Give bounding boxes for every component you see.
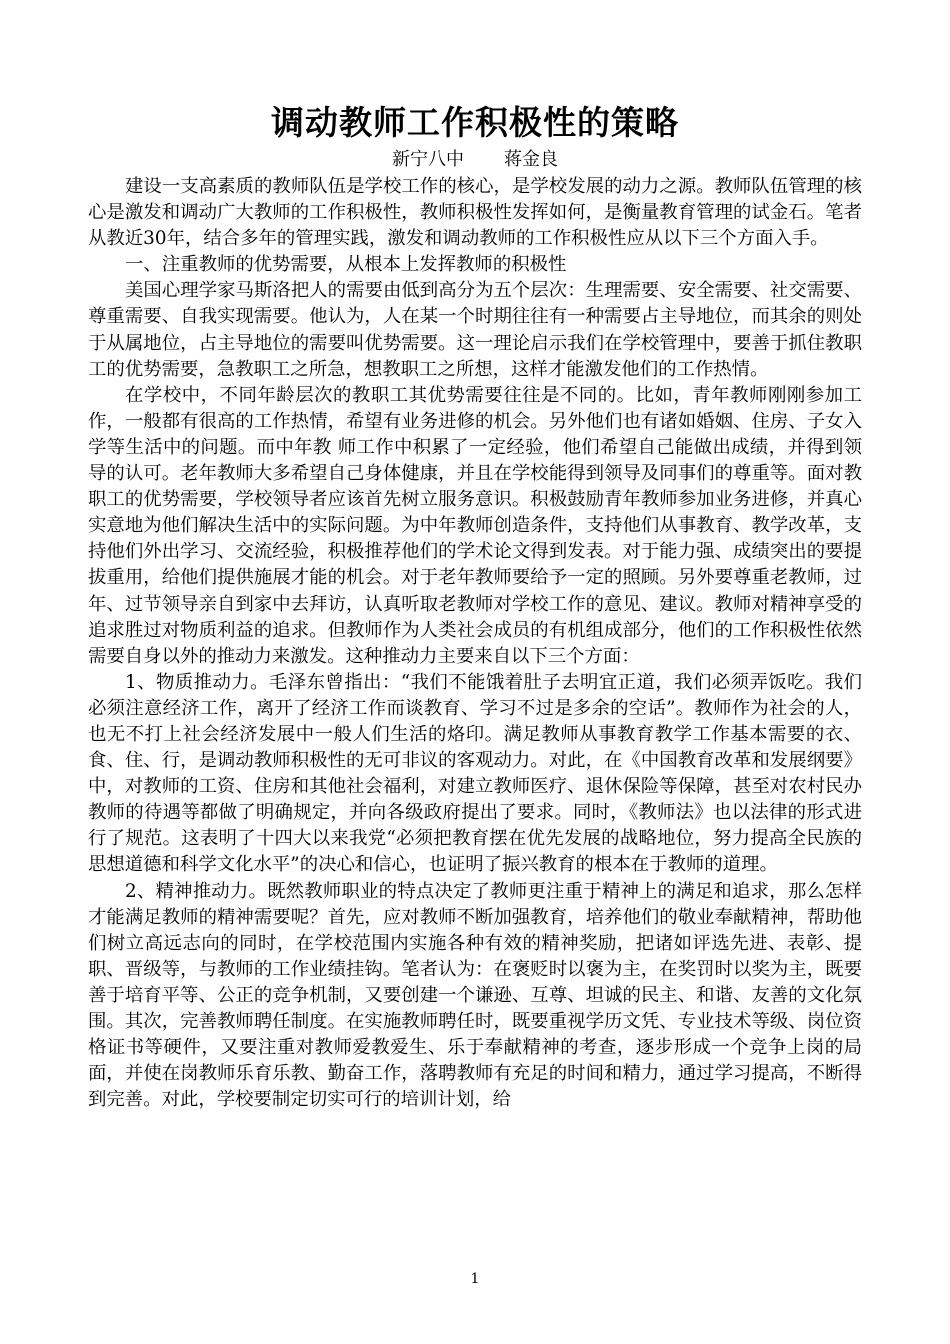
author-line	[0, 148, 950, 172]
paragraph: 美国心理学家马斯洛把人的需要由低到高分为五个层次：生理需要、安全需要、社交需要、尊重需要、自我实现需要。他认为，人在某一个时期往往有一种需要占主导地位，而其余的则处于从属地位，占主导地位的需要叫优势需要。这一理论启示我们在学校管理中，要善于抓住教职工的优势需要，急教职工之所急，想教职工之所想，这样才能激发他们的工作热情。	[88, 280, 862, 380]
paragraph-intro: 建设一支高素质的教师队伍是学校工作的核心，是学校发展的动力之源。教师队伍管理的核心是激发和调动广大教师的工作积极性，教师积极性发挥如何，是衡量教育管理的试金石。笔者从教近30年，结合多年的管理实践，激发和调动教师的工作积极性应从以下三个方面入手。	[88, 176, 862, 250]
author-school: 新宁八中	[392, 149, 464, 170]
document-body	[88, 174, 862, 1113]
section-heading: 一、注重教师的优势需要，从根本上发挥教师的积极性	[125, 254, 567, 276]
paragraph: 2、精神推动力。既然教师职业的特点决定了教师更注重于精神上的满足和追求，那么怎样才能满足教师的精神需要呢？首先，应对教师不断加强教育，培养他们的敬业奉献精神，帮助他们树立高远志向的同时，在学校范围内实施各种有效的精神奖励，把诸如评选先进、表彰、提职、晋级等，与教师的工作业绩挂钩。笔者认为：在褒贬时以褒为主，在奖罚时以奖为主，既要善于培育平等、公正的竞争机制，又要创建一个谦逊、互尊、坦诚的民主、和谐、友善的文化氛围。其次，完善教师聘任制度。在实施教师聘任时，既要重视学历文凭、专业技术等级、岗位资格证书等硬件，又要注重对教师爱教爱生、乐于奉献精神的考查，逐步形成一个竞争上岗的局面，并使在岗教师乐育乐教、勤奋工作，落聘教师有充足的时间和精力，通过学习提高，不断得到完善。对此，学校要制定切实可行的培训计划，给	[88, 880, 862, 1111]
page-number: 1	[470, 1271, 480, 1287]
paragraph: 1、物质推动力。毛泽东曾指出：“我们不能饿着肚子去明宜正道，我们必须弄饭吃。我们必须注意经济工作，离开了经济工作而谈教育、学习不过是多余的空话”。教师作为社会的人，也无不打上社会经济发展中一般人们生活的烙印。满足教师从事教育教学工作基本需要的衣、食、住、行，是调动教师积极性的无可非议的客观动力。对此，在《中国教育改革和发展纲要》中，对教师的工资、住房和其他社会福利，对建立教师医疗、退休保险等保障，甚至对农村民办教师的待遇等都做了明确规定，并向各级政府提出了要求。同时，《教师法》也以法律的形式进行了规范。这表明了十四大以来我党“必须把教育摆在优先发展的战略地位，努力提高全民族的思想道德和科学文化水平”的决心和信心，也证明了振兴教育的根本在于教师的道理。	[88, 671, 862, 876]
author-name: 蒋金良	[504, 149, 558, 170]
paragraph: 在学校中，不同年龄层次的教职工其优势需要往往是不同的。比如，青年教师刚刚参加工作，一般都有很高的工作热情，希望有业务进修的机会。另外他们也有诸如婚姻、住房、子女入学等生活中的问题。而中年教 师工作中积累了一定经验，他们希望自己能做出成绩，并得到领导的认可。老年教师大多希望自己身体健康，并且在学校能得到领导及同事们的尊重等。面对教职工的优势需要，学校领导者应该首先树立服务意识。积极鼓励青年教师参加业务进修，并真心实意地为他们解决生活中的实际问题。为中年教师创造条件，支持他们从事教育、教学改革，支持他们外出学习、交流经验，积极推荐他们的学术论文得到发表。对于能力强、成绩突出的要提拔重用，给他们提供施展才能的机会。对于老年教师要给予一定的照顾。另外要尊重老教师，过年、过节领导亲自到家中去拜访，认真听取老教师对学校工作的意见、建议。教师对精神享受的追求胜过对物质利益的追求。但教师作为人类社会成员的有机组成部分，他们的工作积极性依然需要自身以外的推动力来激发。这种推动力主要来自以下三个方面：	[88, 384, 862, 667]
document-title: 调动教师工作积极性的策略	[271, 103, 679, 142]
